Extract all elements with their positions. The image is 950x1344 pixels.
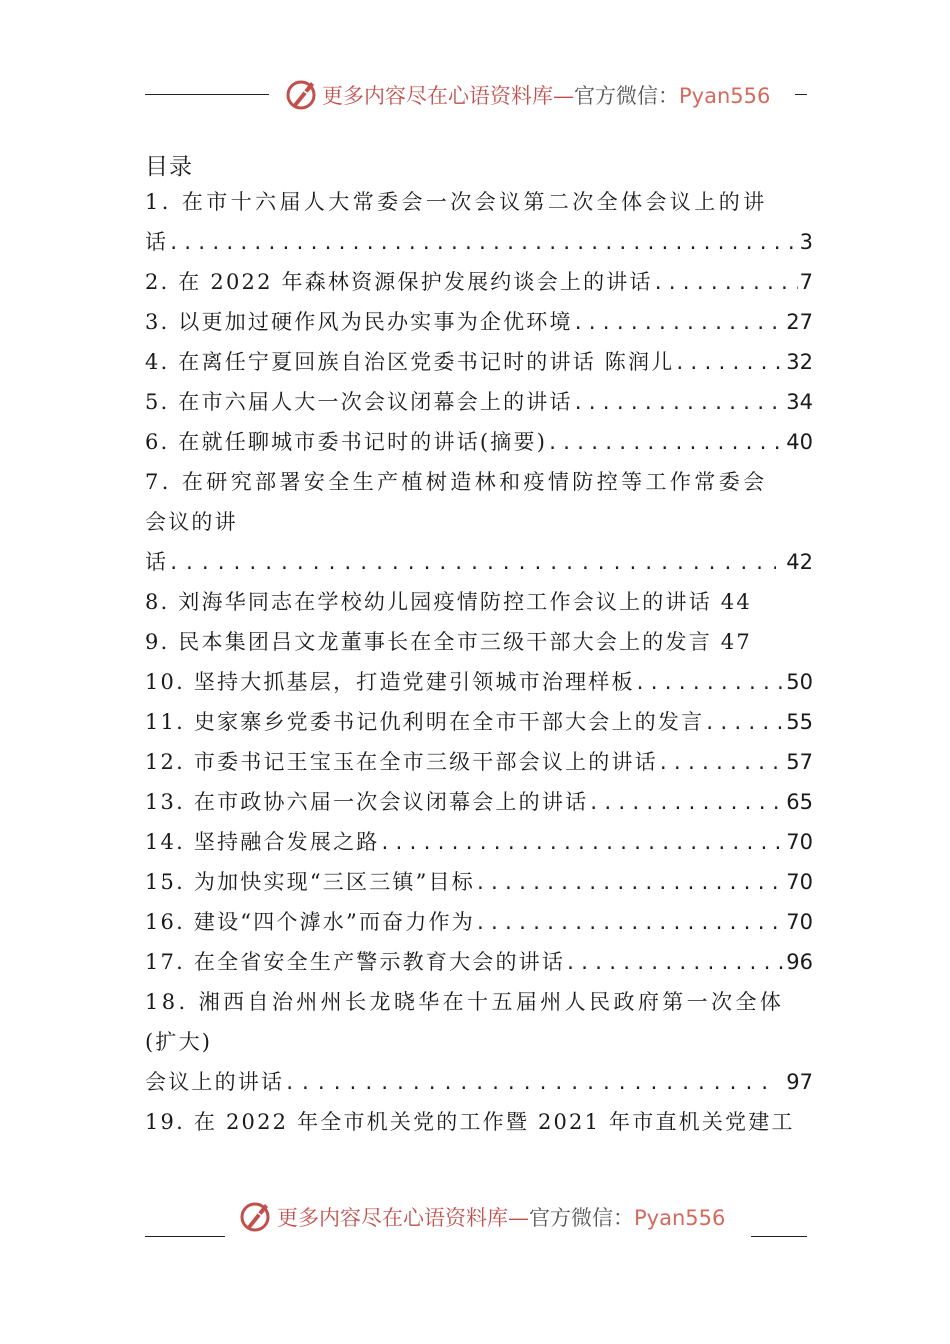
- toc-line[interactable]: [145, 542, 813, 582]
- toc-line-text: 16. 建设“四个滹水”而奋力作为: [145, 910, 475, 934]
- toc-page-number: 50: [786, 670, 813, 694]
- footer-rule-left: [145, 1236, 225, 1237]
- banner-separator: —: [553, 84, 574, 108]
- banner-text: [322, 80, 770, 110]
- quill-seal-icon: [284, 76, 320, 112]
- toc-line-text: 9. 民本集团吕文龙董事长在全市三级干部大会上的发言 47: [145, 630, 752, 654]
- toc-line[interactable]: [145, 942, 813, 982]
- banner-wechat-label: 官方微信：: [529, 1206, 634, 1230]
- toc-line[interactable]: [145, 582, 813, 622]
- toc-line-text: 17. 在全省安全生产警示教育大会的讲话: [145, 950, 566, 974]
- toc-title: 目录: [145, 154, 193, 180]
- dot-leader: [475, 904, 784, 944]
- toc-line[interactable]: [145, 982, 813, 1022]
- dot-leader: [379, 824, 784, 864]
- banner-wechat-id: Pyan556: [634, 1206, 726, 1230]
- toc-page-number: 7: [799, 270, 813, 294]
- dot-leader: [653, 264, 798, 304]
- toc-line[interactable]: [145, 822, 813, 862]
- toc-line-text: 3. 以更加过硬作风为民办实事为企优环境: [145, 310, 573, 334]
- toc-line-text: 18. 湘西自治州州长龙晓华在十五届州人民政府第一次全体: [145, 990, 785, 1014]
- toc-line-text: 13. 在市政协六届一次会议闭幕会上的讲话: [145, 790, 589, 814]
- footer-banner: [0, 1196, 950, 1236]
- toc-line[interactable]: [145, 702, 813, 742]
- dot-leader: [588, 784, 784, 824]
- toc-line-text: 19. 在 2022 年全市机关党的工作暨 2021 年市直机关党建工: [145, 1110, 795, 1134]
- header-rule-left: [145, 94, 269, 95]
- toc-line-text: 会议的讲: [145, 510, 238, 534]
- toc-line-text: 12. 市委书记王宝玉在全市三级干部会议上的讲话: [145, 750, 658, 774]
- toc-line[interactable]: [145, 382, 813, 422]
- toc-line[interactable]: [145, 742, 813, 782]
- toc-page-number: 97: [786, 1070, 813, 1094]
- toc-line[interactable]: [145, 902, 813, 942]
- dot-leader: [284, 1064, 776, 1104]
- toc-line-text: 8. 刘海华同志在学校幼儿园疫情防控工作会议上的讲话 44: [145, 590, 752, 614]
- footer-rule-right: [751, 1236, 807, 1237]
- toc-line-text: 11. 史家寨乡党委书记仇利明在全市干部大会上的发言: [145, 710, 705, 734]
- toc-line-text: 4. 在离任宁夏回族自治区党委书记时的讲话 陈润儿: [145, 350, 675, 374]
- toc-line-text: 1. 在市十六届人大常委会一次会议第二次全体会议上的讲: [145, 190, 768, 214]
- toc-line[interactable]: [145, 222, 813, 262]
- toc-line-text: 15. 为加快实现“三区三镇”目标: [145, 870, 475, 894]
- toc-line-text: 6. 在就任聊城市委书记时的讲话(摘要): [145, 430, 548, 454]
- header-rule-right: [795, 94, 807, 95]
- toc-line-text: 2. 在 2022 年森林资源保护发展约谈会上的讲话: [145, 270, 653, 294]
- toc-page-number: 40: [786, 430, 813, 454]
- toc-line-text: 7. 在研究部署安全生产植树造林和疫情防控等工作常委会: [145, 470, 768, 494]
- toc-line[interactable]: [145, 1102, 813, 1142]
- dot-leader: [674, 344, 784, 384]
- toc-line[interactable]: [145, 1062, 813, 1102]
- toc-page-number: 70: [786, 870, 813, 894]
- toc-line[interactable]: [145, 862, 813, 902]
- toc-page-number: 65: [786, 790, 813, 814]
- quill-seal-icon: [238, 1198, 274, 1234]
- dot-leader: [658, 744, 784, 784]
- toc-line[interactable]: [145, 302, 813, 342]
- toc-line-text: (扩大): [145, 1030, 213, 1054]
- banner-wechat-label: 官方微信：: [574, 84, 679, 108]
- toc-page-number: 3: [799, 230, 813, 254]
- banner-site: 更多内容尽在心语资料库: [322, 84, 553, 108]
- dot-leader: [168, 224, 797, 264]
- toc-line[interactable]: [145, 462, 813, 502]
- dot-leader: [168, 544, 776, 584]
- banner-separator: —: [508, 1206, 529, 1230]
- toc-line-text: 会议上的讲话: [145, 1070, 285, 1094]
- dot-leader: [565, 944, 784, 984]
- toc-line[interactable]: [145, 662, 813, 702]
- toc-line-text: 14. 坚持融合发展之路: [145, 830, 380, 854]
- toc-page-number: 70: [786, 910, 813, 934]
- toc-page-number: 70: [786, 830, 813, 854]
- toc-line-text: 5. 在市六届人大一次会议闭幕会上的讲话: [145, 390, 573, 414]
- dot-leader: [475, 864, 784, 904]
- toc-line[interactable]: [145, 1022, 813, 1062]
- toc-line[interactable]: [145, 622, 813, 662]
- dot-leader: [547, 424, 784, 464]
- banner-text: [277, 1202, 725, 1232]
- header-banner: [0, 74, 950, 114]
- dot-leader: [573, 384, 785, 424]
- toc-list: [145, 182, 813, 1142]
- toc-line[interactable]: [145, 182, 813, 222]
- toc-page-number: 55: [786, 710, 813, 734]
- toc-page-number: 57: [786, 750, 813, 774]
- toc-page-number: 42: [786, 550, 813, 574]
- toc-line-text: 话: [145, 230, 169, 254]
- banner-site: 更多内容尽在心语资料库: [277, 1206, 508, 1230]
- toc-line-text: 话: [145, 550, 169, 574]
- toc-line[interactable]: [145, 422, 813, 462]
- banner-wechat-id: Pyan556: [679, 84, 771, 108]
- toc-page-number: 34: [786, 390, 813, 414]
- toc-page-number: 27: [786, 310, 813, 334]
- toc-line-text: 10. 坚持大抓基层，打造党建引领城市治理样板: [145, 670, 635, 694]
- dot-leader: [704, 704, 784, 744]
- dot-leader: [573, 304, 785, 344]
- toc-line[interactable]: [145, 342, 813, 382]
- toc-line[interactable]: [145, 782, 813, 822]
- toc-page-number: 32: [786, 350, 813, 374]
- toc-page-number: 96: [786, 950, 813, 974]
- toc-line[interactable]: [145, 502, 813, 542]
- dot-leader: [635, 664, 785, 704]
- toc-line[interactable]: [145, 262, 813, 302]
